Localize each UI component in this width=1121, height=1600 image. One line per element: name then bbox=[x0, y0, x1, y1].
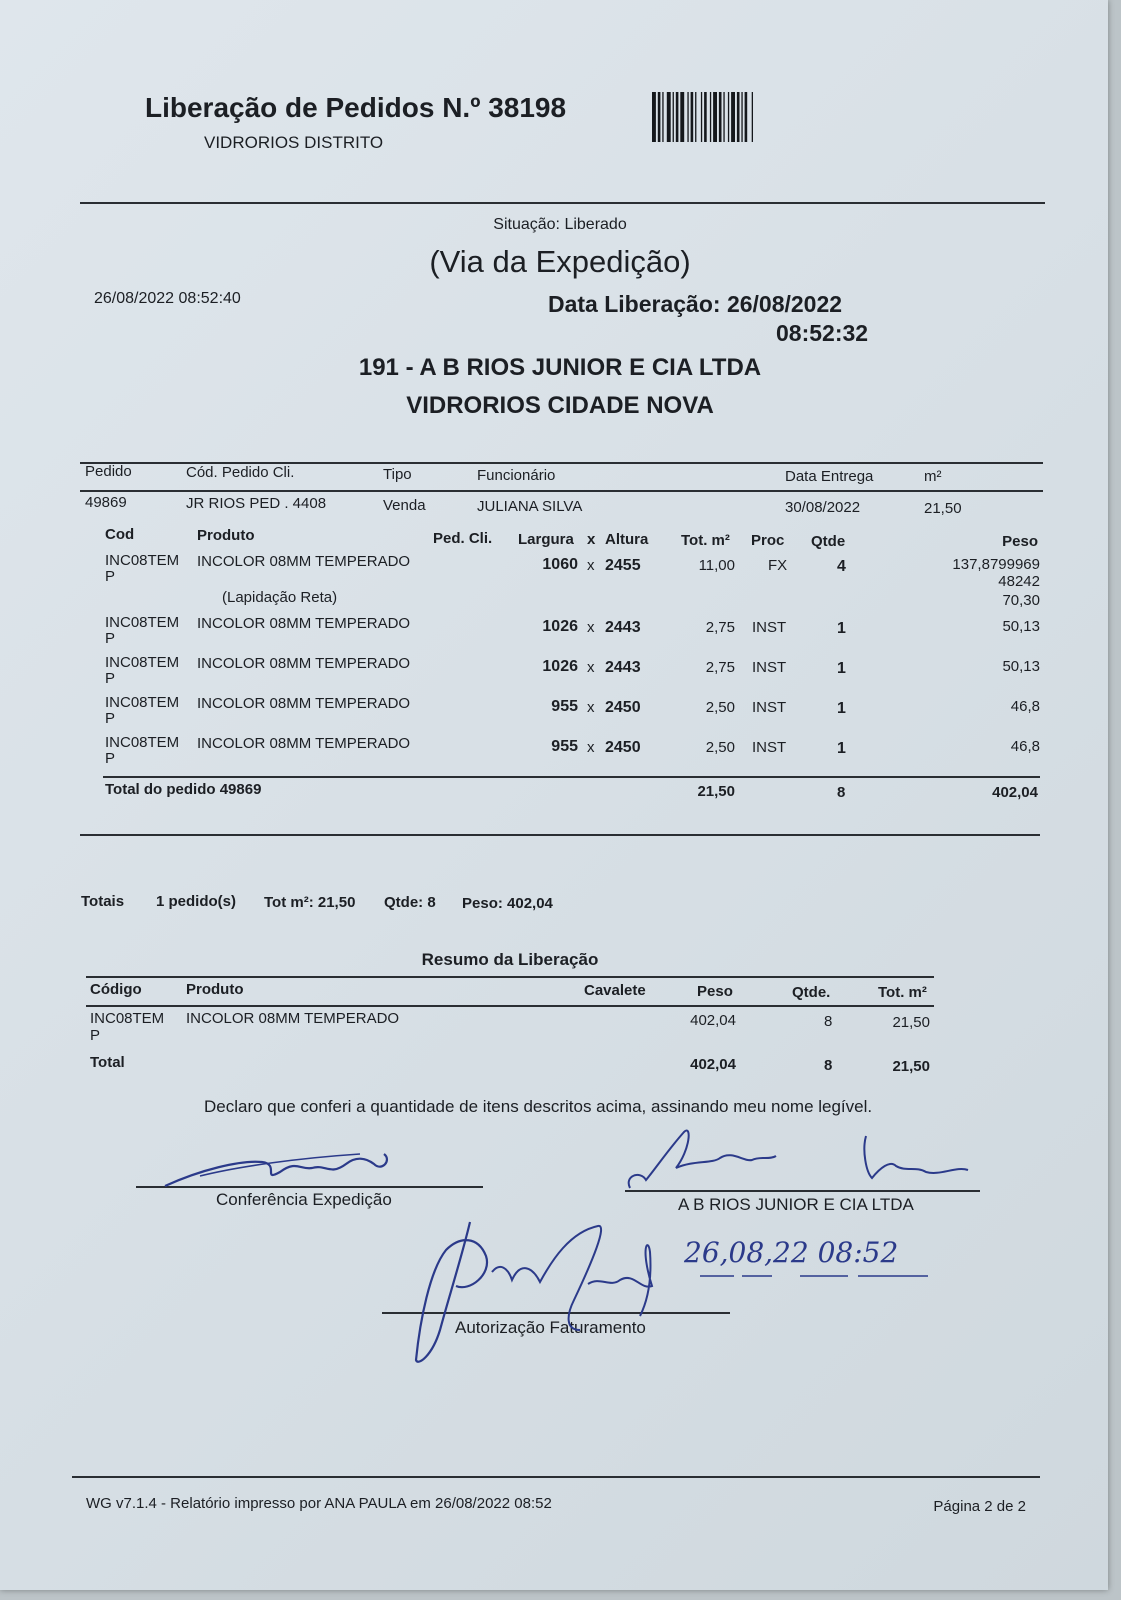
delivery-date: 30/08/2022 bbox=[785, 499, 861, 516]
items-col-peso: Peso bbox=[1002, 533, 1038, 550]
col-data-entrega: Data Entrega bbox=[785, 468, 874, 485]
item-cod: INC08TEM bbox=[105, 694, 180, 711]
footer-print-info: WG v7.1.4 - Relatório impresso por ANA PAULA em 26/08/2022 08:52 bbox=[86, 1495, 552, 1512]
item-largura: 1026 bbox=[542, 618, 578, 635]
summary-cod-suffix: P bbox=[90, 1027, 101, 1044]
situation: Situação: Liberado bbox=[493, 216, 627, 233]
item-altura: 2450 bbox=[605, 739, 641, 756]
item-cod: INC08TEM bbox=[105, 734, 180, 751]
item-peso: 50,13 bbox=[1002, 658, 1040, 675]
items-col-pedcli: Ped. Cli. bbox=[433, 530, 493, 547]
item-x: x bbox=[587, 659, 595, 676]
item-proc: INST bbox=[752, 699, 787, 716]
item-altura: 2455 bbox=[605, 557, 641, 574]
item-product: INCOLOR 08MM TEMPERADO bbox=[197, 553, 411, 570]
client-branch: VIDRORIOS CIDADE NOVA bbox=[406, 392, 714, 419]
item-cod-suffix: P bbox=[105, 710, 116, 727]
page-number: Página 2 de 2 bbox=[933, 1498, 1026, 1515]
summary-totm2: 21,50 bbox=[892, 1014, 930, 1031]
item-qtde: 1 bbox=[837, 620, 846, 637]
col-funcionario: Funcionário bbox=[477, 467, 556, 484]
item-altura: 2450 bbox=[605, 699, 641, 716]
col-tipo: Tipo bbox=[383, 466, 412, 483]
item-totm2: 11,00 bbox=[698, 557, 735, 574]
totals-peso: Peso: 402,04 bbox=[462, 895, 553, 912]
items-col-largura: Largura bbox=[518, 531, 574, 548]
signature-label-autorizacao: Autorização Faturamento bbox=[455, 1318, 646, 1337]
item-qtde: 4 bbox=[837, 558, 846, 575]
summary-col-qtde: Qtde. bbox=[792, 984, 831, 1001]
document-title: Liberação de Pedidos N.º 38198 bbox=[145, 92, 567, 123]
item-totm2: 2,75 bbox=[705, 619, 735, 636]
item-peso: 50,13 bbox=[1002, 618, 1040, 635]
totals-qtde: Qtde: 8 bbox=[384, 894, 436, 911]
item-product: INCOLOR 08MM TEMPERADO bbox=[197, 615, 411, 632]
order-number: 49869 bbox=[85, 494, 127, 511]
item-largura: 955 bbox=[551, 698, 578, 715]
summary-total-qtde: 8 bbox=[824, 1057, 833, 1074]
totals-orders: 1 pedido(s) bbox=[156, 893, 237, 910]
items-col-proc: Proc bbox=[751, 532, 785, 549]
item-product: INCOLOR 08MM TEMPERADO bbox=[197, 735, 411, 752]
item-qtde: 1 bbox=[837, 660, 846, 677]
totals-label: Totais bbox=[81, 893, 125, 910]
summary-peso: 402,04 bbox=[690, 1012, 736, 1029]
item-note: (Lapidação Reta) bbox=[222, 589, 338, 606]
item-peso: 46,8 bbox=[1010, 738, 1040, 755]
item-x: x bbox=[587, 699, 595, 716]
items-col-x: x bbox=[587, 531, 596, 548]
col-m2: m² bbox=[924, 468, 942, 485]
item-peso: 46,8 bbox=[1010, 698, 1040, 715]
footer-line bbox=[72, 1476, 1040, 1478]
summary-col-peso: Peso bbox=[697, 983, 733, 1000]
item-totm2: 2,75 bbox=[705, 659, 735, 676]
item-cod: INC08TEM bbox=[105, 654, 180, 671]
summary-col-cavalete: Cavalete bbox=[584, 982, 646, 999]
items-col-altura: Altura bbox=[605, 531, 649, 548]
totals-m2: Tot m²: 21,50 bbox=[264, 894, 356, 911]
item-qtde: 1 bbox=[837, 740, 846, 757]
declaration-text: Declaro que conferi a quantidade de itens descritos acima, assinando meu nome legível. bbox=[204, 1097, 873, 1116]
handwritten-date: 26,08,22 08:52 bbox=[684, 1236, 899, 1269]
item-peso: 137,8799969 bbox=[952, 556, 1040, 573]
item-product: INCOLOR 08MM TEMPERADO bbox=[197, 695, 411, 712]
item-x: x bbox=[587, 739, 595, 756]
release-date: Data Liberação: 26/08/2022 bbox=[548, 291, 843, 317]
item-cod-suffix: P bbox=[105, 568, 116, 585]
items-col-totm2: Tot. m² bbox=[681, 532, 730, 549]
item-cod-suffix: P bbox=[105, 630, 116, 647]
col-cod-pedido-cli: Cód. Pedido Cli. bbox=[186, 464, 295, 481]
summary-total-totm2: 21,50 bbox=[892, 1058, 930, 1075]
signature-label-client: A B RIOS JUNIOR E CIA LTDA bbox=[678, 1195, 914, 1214]
order-total-peso: 402,04 bbox=[992, 784, 1038, 801]
order-type: Venda bbox=[383, 497, 426, 514]
item-peso-extra: 70,30 bbox=[1002, 592, 1040, 609]
item-largura: 1060 bbox=[542, 556, 578, 573]
employee: JULIANA SILVA bbox=[477, 498, 583, 515]
item-proc: INST bbox=[752, 619, 787, 636]
col-pedido: Pedido bbox=[85, 463, 132, 480]
release-time: 08:52:32 bbox=[776, 320, 869, 346]
summary-title: Resumo da Liberação bbox=[421, 950, 599, 969]
summary-total-peso: 402,04 bbox=[690, 1056, 736, 1073]
item-cod: INC08TEM bbox=[105, 614, 180, 631]
item-cod-suffix: P bbox=[105, 670, 116, 687]
copy-type: (Via da Expedição) bbox=[429, 244, 691, 279]
print-datetime: 26/08/2022 08:52:40 bbox=[94, 290, 241, 307]
client-name: 191 - A B RIOS JUNIOR E CIA LTDA bbox=[358, 354, 762, 381]
order-total-qtde: 8 bbox=[837, 784, 846, 801]
items-col-cod: Cod bbox=[105, 526, 135, 543]
item-cod: INC08TEM bbox=[105, 552, 180, 569]
summary-qtde: 8 bbox=[824, 1013, 833, 1030]
item-proc: INST bbox=[752, 659, 787, 676]
items-col-produto: Produto bbox=[197, 527, 255, 544]
summary-product: INCOLOR 08MM TEMPERADO bbox=[186, 1010, 400, 1027]
company-name: VIDRORIOS DISTRITO bbox=[204, 133, 384, 152]
item-peso-cont: 48242 bbox=[998, 573, 1040, 590]
summary-col-totm2: Tot. m² bbox=[878, 984, 927, 1001]
item-altura: 2443 bbox=[605, 659, 641, 676]
item-cod-suffix: P bbox=[105, 750, 116, 767]
item-totm2: 2,50 bbox=[705, 699, 735, 716]
item-altura: 2443 bbox=[605, 619, 641, 636]
summary-total-label: Total bbox=[90, 1054, 125, 1071]
item-totm2: 2,50 bbox=[705, 739, 735, 756]
summary-cod: INC08TEM bbox=[90, 1010, 165, 1027]
client-order-code: JR RIOS PED . 4408 bbox=[186, 495, 327, 512]
item-proc: INST bbox=[752, 739, 787, 756]
summary-col-produto: Produto bbox=[186, 981, 244, 998]
item-largura: 1026 bbox=[542, 658, 578, 675]
item-x: x bbox=[587, 619, 595, 636]
order-total-m2: 21,50 bbox=[697, 783, 735, 800]
items-col-qtde: Qtde bbox=[811, 533, 846, 550]
order-m2: 21,50 bbox=[924, 500, 962, 517]
signature-label-conferencia: Conferência Expedição bbox=[216, 1190, 392, 1209]
item-qtde: 1 bbox=[837, 700, 846, 717]
item-proc: FX bbox=[768, 557, 788, 574]
summary-col-codigo: Código bbox=[90, 981, 142, 998]
item-product: INCOLOR 08MM TEMPERADO bbox=[197, 655, 411, 672]
order-total-label: Total do pedido 49869 bbox=[105, 781, 262, 798]
item-largura: 955 bbox=[551, 738, 578, 755]
item-x: x bbox=[587, 557, 595, 574]
